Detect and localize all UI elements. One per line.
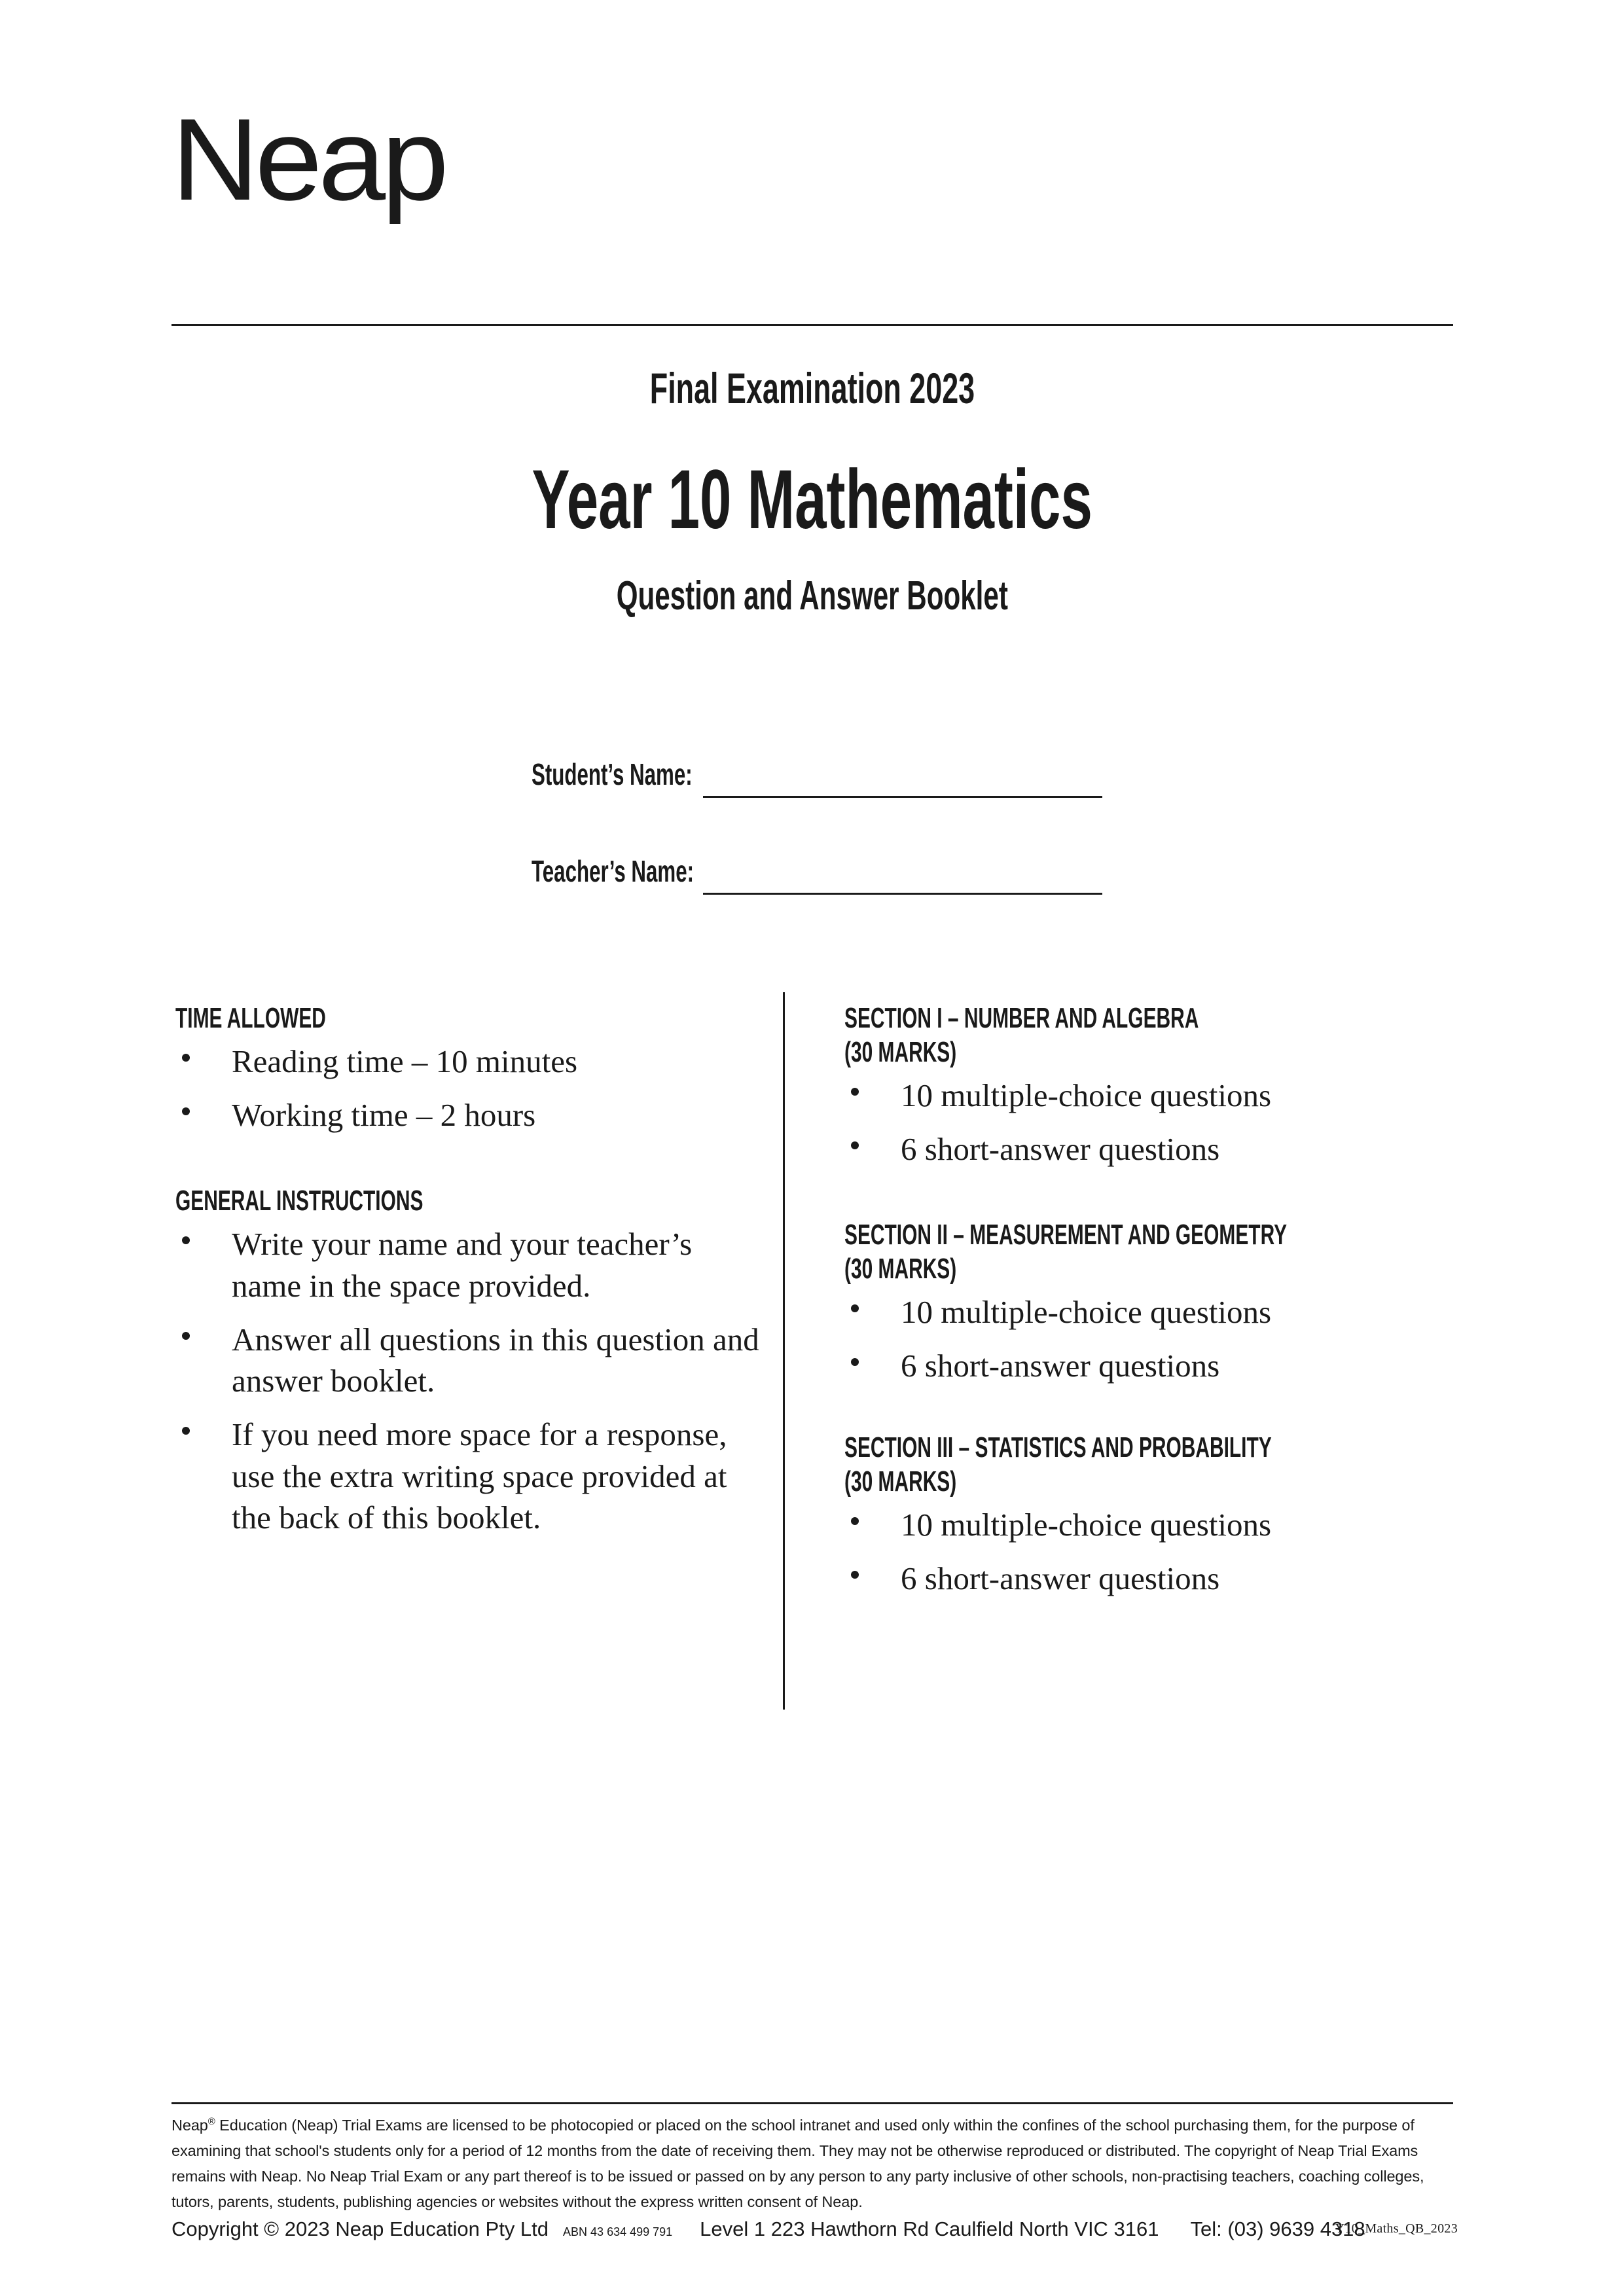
section-ii-block	[844, 1218, 1460, 1386]
list-item: 6 short-answer questions	[844, 1345, 1460, 1387]
instructions-column-left	[175, 1001, 765, 1561]
abn-text: ABN 43 634 499 791	[563, 2225, 673, 2238]
section-i-heading: SECTION I – NUMBER AND ALGEBRA (30 MARKS)	[844, 1002, 1199, 1068]
document-code: Y10_Maths_QB_2023	[1335, 2221, 1458, 2236]
section-ii-list	[844, 1291, 1460, 1386]
section-iii-heading: SECTION III – STATISTICS AND PROBABILITY (30 MARKS)	[844, 1431, 1272, 1498]
bullet-icon	[182, 1236, 190, 1244]
list-item: 10 multiple-choice questions	[844, 1504, 1460, 1546]
exam-period-wrapper	[0, 364, 1624, 412]
list-item: Answer all questions in this question and answer booklet.	[175, 1319, 765, 1402]
bullet-icon	[851, 1088, 859, 1096]
page-subtitle: Question and Answer Booklet	[616, 573, 1008, 619]
time-allowed-heading: TIME ALLOWED	[175, 1002, 326, 1034]
bullet-icon	[851, 1304, 859, 1312]
bullet-icon	[851, 1358, 859, 1366]
bullet-icon	[182, 1427, 190, 1435]
student-name-input-line[interactable]	[703, 796, 1102, 798]
page-title: Year 10 Mathematics	[532, 453, 1092, 547]
section-iii-block	[844, 1431, 1460, 1599]
footer-divider	[171, 2102, 1453, 2104]
list-item: Reading time – 10 minutes	[175, 1041, 765, 1083]
exam-subtitle-wrapper	[0, 573, 1624, 619]
teacher-name-input-line[interactable]	[703, 893, 1102, 895]
general-instructions-block	[175, 1184, 765, 1539]
list-item: 10 multiple-choice questions	[844, 1075, 1460, 1117]
licence-body: Education (Neap) Trial Exams are licensed to be photocopied or placed on the school intranet and used only within the confines of the school purchasing them, for the purpose of examining that school's students only for a period of 12 months from the date of receiving them. They may not be otherwise reproduced or distributed. The copyright of Neap Trial Exams remains with Neap. No Neap Trial Exam or any part thereof is to be issued or passed on by any person to any party inclusive of other schools, non-practising teachers, coaching colleges, tutors, parents, students, publishing agencies or websites without the express written consent of Neap.	[171, 2117, 1424, 2210]
footer-legal-line	[171, 2217, 1458, 2246]
student-name-label: Student’s Name:	[532, 757, 693, 791]
exam-title-wrapper	[0, 453, 1624, 547]
list-item: If you need more space for a response, use the extra writing space provided at the back of this booklet.	[175, 1414, 765, 1539]
list-item: 10 multiple-choice questions	[844, 1291, 1460, 1333]
student-name-field[interactable]	[532, 759, 1186, 805]
list-item: 6 short-answer questions	[844, 1128, 1460, 1170]
teacher-name-field[interactable]	[532, 856, 1186, 902]
general-instructions-heading: GENERAL INSTRUCTIONS	[175, 1185, 424, 1217]
exam-period: Final Examination 2023	[649, 364, 975, 412]
column-divider	[783, 992, 785, 1710]
section-ii-heading: SECTION II – MEASUREMENT AND GEOMETRY (30 MARKS)	[844, 1219, 1288, 1285]
bullet-icon	[851, 1141, 859, 1149]
bullet-icon	[851, 1517, 859, 1525]
list-item: 6 short-answer questions	[844, 1558, 1460, 1600]
bullet-icon	[182, 1107, 190, 1115]
copyright-text: Copyright © 2023 Neap Education Pty Ltd	[171, 2217, 549, 2240]
sections-column-right	[844, 1001, 1460, 1622]
licence-brand: Neap	[171, 2117, 208, 2134]
registered-trademark-icon: ®	[208, 2116, 215, 2128]
list-item: Write your name and your teacher’s name in the space provided.	[175, 1223, 765, 1306]
general-instructions-list	[175, 1223, 765, 1539]
spacer	[844, 1196, 1460, 1218]
bullet-icon	[851, 1571, 859, 1579]
section-iii-list	[844, 1504, 1460, 1599]
spacer	[844, 1408, 1460, 1431]
bullet-icon	[182, 1332, 190, 1340]
list-item: Working time – 2 hours	[175, 1094, 765, 1136]
telephone-text: Tel: (03) 9639 4318	[1190, 2217, 1365, 2240]
address-text: Level 1 223 Hawthorn Rd Caulfield North VIC 3161	[700, 2217, 1159, 2240]
section-i-list	[844, 1075, 1460, 1170]
header-divider	[171, 324, 1453, 326]
neap-logo: Neap	[171, 94, 445, 224]
section-i-block	[844, 1001, 1460, 1170]
time-allowed-list	[175, 1041, 765, 1136]
teacher-name-label: Teacher’s Name:	[532, 854, 695, 888]
time-allowed-block	[175, 1001, 765, 1136]
licence-notice	[171, 2113, 1458, 2215]
spacer	[175, 1162, 765, 1184]
bullet-icon	[182, 1054, 190, 1062]
